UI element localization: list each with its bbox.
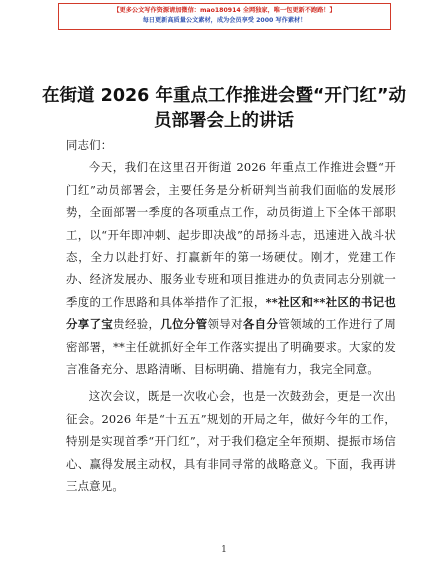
paragraph-1-bold-2: 几位分管 — [160, 317, 208, 332]
document-title: 在街道 2026 年重点工作推进会暨“开门红”动员部署会上的讲话 — [42, 86, 406, 131]
paragraph-1-text-4: 管 — [278, 317, 291, 332]
document-body — [66, 134, 396, 498]
paragraph-1 — [66, 156, 396, 380]
paragraph-1-text: 今天，我们在这里召开街道 2026 年重点工作推进会暨“开门红”动员部署会，主要任务是分析研判当前我们面临的发展形势，全面部署一季度的各项重点工作，动员街道上下全体干部职工，以“开年即冲刺、起步即决战”的昂扬斗志，迅速进入战斗状态，全力以赴打好、打赢新年的第一场硬仗。刚才，党建工作办、经济发展办、服务业专班和项目推进办的负责同志分别就一季度的工作思路和具体举措作了汇报， — [66, 160, 396, 309]
salutation: 同志们： — [66, 138, 113, 152]
header-banner — [58, 3, 391, 30]
paragraph-2: 这次会议，既是一次收心会，也是一次鼓劲会，更是一次出征会。2026 年是“十五五”规划的开局之年，做好今年的工作，特别是实现首季“开门红”，对于我们稳定全年预期、提振市场信心、赢得发展主动权，具有非同寻常的战略意义。下面，我再讲三点意见。 — [66, 389, 396, 494]
paragraph-1-text-3: 领导对 — [207, 317, 243, 332]
paragraph-1-bold-1: **社区和**社区的书记也分享了宝 — [66, 294, 396, 332]
banner-line-2: 每日更新高质量公文素材，成为会员享受 2000 写作素材！ — [142, 17, 307, 24]
banner-line-1: 【更多公文写作资源请加微信：mao180914 全网独家，唯一包更新不跑路！】 — [113, 7, 336, 14]
paragraph-1-text-end: 领域的工作进行了周密部署，**主任就抓好全年工作落实提出了明确要求。大家的发言准备充分、思路清晰、目标明确、措施有力，我完全同意。 — [66, 317, 396, 377]
paragraph-1-text-2: 贵经验， — [113, 317, 161, 332]
paragraph-1-bold-3: 各自分 — [242, 317, 279, 332]
page-number: 1 — [221, 545, 227, 555]
